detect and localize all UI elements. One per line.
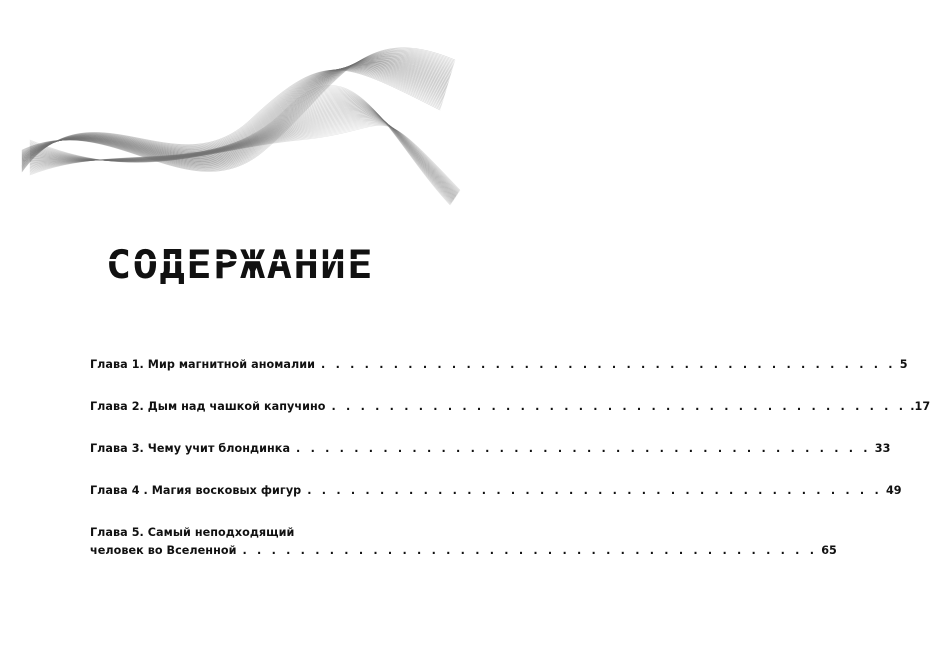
toc-entry[interactable] [90, 398, 930, 416]
toc-entry[interactable] [90, 482, 902, 500]
page-title [0, 234, 480, 290]
toc-entry-line [90, 524, 388, 542]
toc-entry[interactable] [90, 356, 908, 374]
toc-entry-title: Глава 4 . Магия восковых фигур [90, 484, 302, 497]
toc-entry-title: Глава 2. Дым над чашкой капучино [90, 400, 326, 413]
toc-dot-leader: . . . . . . . . . . . . . . . . . . . . . . . . . . . . . . . . . . . . . . . . [321, 358, 896, 371]
page-title-text: СОДЕРЖАНИЕ [106, 243, 374, 288]
toc-page-number: 65 [821, 544, 837, 557]
toc-dot-leader: . . . . . . . . . . . . . . . . . . . . . . . . . . . . . . . . . . . . . . . . [242, 544, 818, 557]
decorative-wave-art [0, 0, 480, 225]
toc-entry-title: Глава 1. Мир магнитной аномалии [90, 358, 316, 371]
toc-entry-line [90, 542, 837, 560]
toc-page-number: 49 [885, 484, 902, 497]
toc-entry-line [90, 356, 908, 374]
toc-entry[interactable] [90, 524, 837, 560]
toc-page-number: 33 [874, 442, 891, 455]
toc-entry-title: Глава 5. Самый неподходящий [90, 526, 295, 539]
toc-dot-leader: . . . . . . . . . . . . . . . . . . . . . . . . . . . . . . . . . . . . . . . . [307, 484, 882, 497]
toc-dot-leader: . . . . . . . . . . . . . . . . . . . . . . . . . . . . . . . . . . . . . . . . [331, 400, 907, 413]
toc-entry-line [90, 440, 891, 458]
toc-entry-line [90, 398, 930, 416]
toc-page-number: .17 [910, 400, 930, 413]
toc-entry-title: Глава 3. Чему учит блондинка [90, 442, 291, 455]
toc-entry[interactable] [90, 440, 891, 458]
toc-list [90, 356, 930, 560]
toc-entry-line [90, 482, 902, 500]
toc-dot-leader: . . . . . . . . . . . . . . . . . . . . . . . . . . . . . . . . . . . . . . . . [296, 442, 871, 455]
toc-entry-title: человек во Вселенной [90, 544, 237, 557]
toc-page-number: 5 [899, 358, 908, 371]
